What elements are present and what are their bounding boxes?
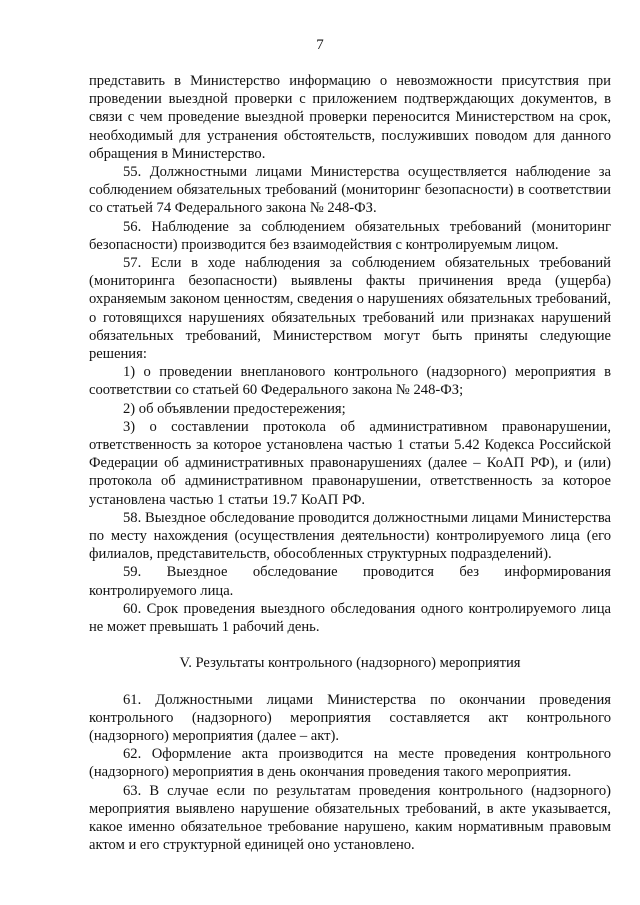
paragraph-55: 55. Должностными лицами Министерства осуществляется наблюдение за соблюдением обязательных требований (мониторинг безопасности) в соответствии со статьей 74 Федерального закона № 248-ФЗ. [89,164,611,217]
paragraph-62: 62. Оформление акта производится на месте проведения контрольного (надзорного) мероприятия в день окончания проведения такого мероприятия. [89,746,611,781]
document-body [89,72,611,854]
paragraph-63: 63. В случае если по результатам проведения контрольного (надзорного) мероприятия выявлено нарушение обязательных требований, в акте указывается, какое именно обязательное требование нарушено, каким нормативным правовым актом и его структурной единицей оно установлено. [89,782,611,854]
paragraph-continuation: представить в Министерство информацию о невозможности присутствия при проведении выездной проверки с приложением подтверждающих документов, в связи с чем проведение выездной проверки переносится Министерством на срок, необходимый для устранения обстоятельств, послуживших поводом для данного обращения в Министерство. [89,73,611,162]
paragraph-57: 57. Если в ходе наблюдения за соблюдением обязательных требований (мониторинга безопасности) выявлены факты причинения вреда (ущерба) охраняемым законом ценностям, сведения о нарушениях обязательных требований, о готовящихся нарушениях обязательных требований или признаках нарушений обязательных требований, Министерством могут быть приняты следующие решения: [89,255,611,363]
paragraph-57-item-2: 2) об объявлении предостережения; [123,400,346,417]
paragraph-60: 60. Срок проведения выездного обследования одного контролируемого лица не может превышать 1 рабочий день. [89,600,611,636]
paragraph-59: 59. Выездное обследование проводится без информирования контролируемого лица. [89,564,611,599]
paragraph-56: 56. Наблюдение за соблюдением обязательных требований (мониторинг безопасности) производится без взаимодействия с контролируемым лицом. [89,218,611,253]
paragraph-61: 61. Должностными лицами Министерства по окончании проведения контрольного (надзорного) мероприятия составляется акт контрольного (надзорного) мероприятия (далее – акт). [89,691,611,744]
page-number: 7 [316,37,324,53]
section-heading: V. Результаты контрольного (надзорного) мероприятия [179,655,521,672]
paragraph-58: 58. Выездное обследование проводится должностными лицами Министерства по месту нахождения (осуществления деятельности) контролируемого лица (его филиалов, представительств, обособленных структурных подразделений). [89,509,611,563]
paragraph-57-item-3: 3) о составлении протокола об административном правонарушении, ответственность за которое установлена частью 1 статьи 5.42 Кодекса Российской Федерации об административных правонарушениях (далее – КоАП РФ), и (или) протокола об административном правонарушении, ответственность за которое установлена частью 1 статьи 19.7 КоАП РФ. [89,418,611,508]
paragraph-57-item-1: 1) о проведении внепланового контрольного (надзорного) мероприятия в соответствии со статьей 60 Федерального закона № 248-ФЗ; [89,364,611,399]
